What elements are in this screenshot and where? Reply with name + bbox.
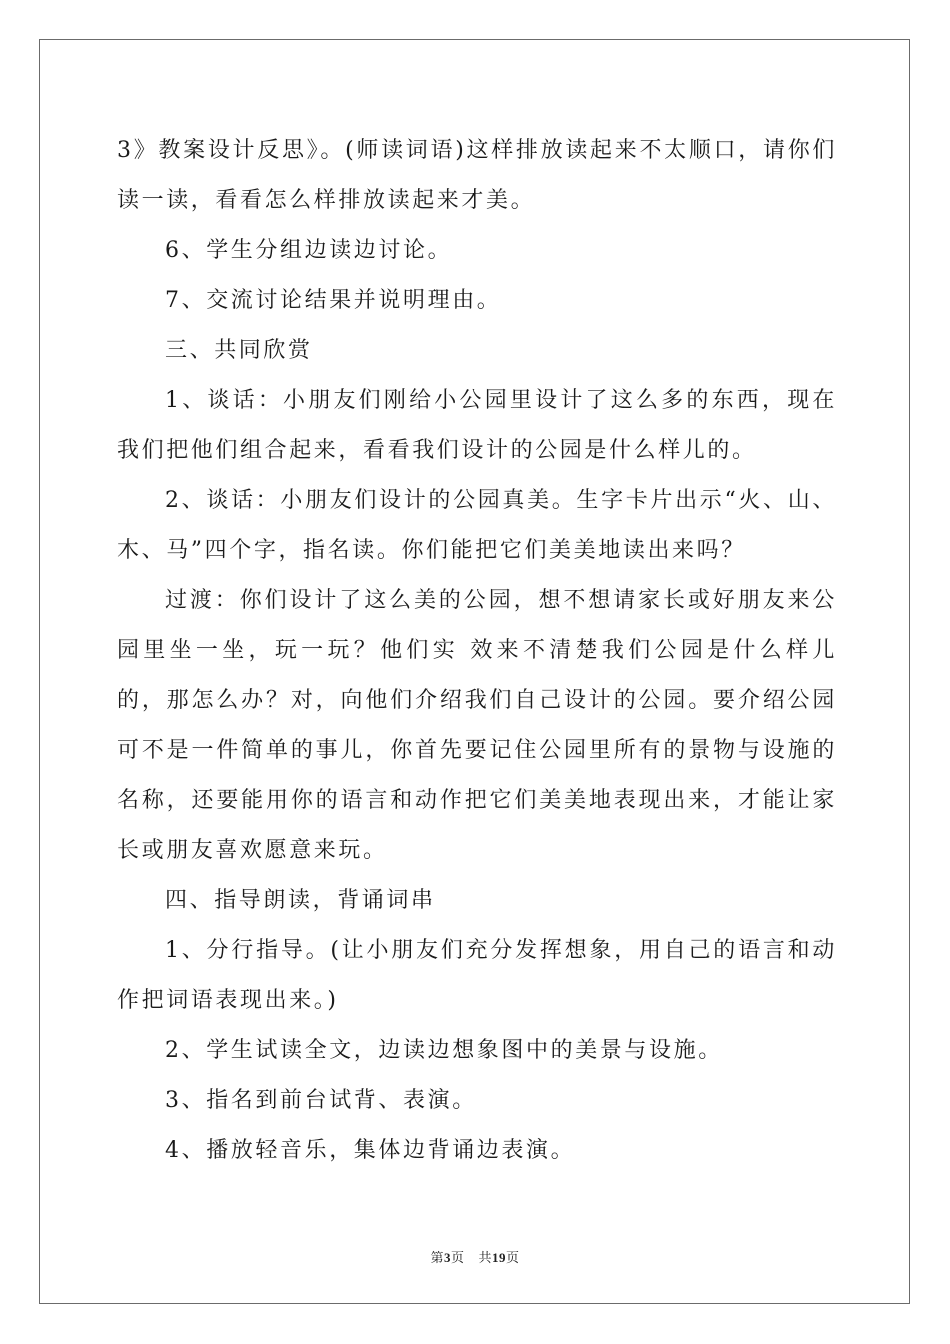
paragraph: 3》教案设计反思》。(师读词语)这样排放读起来不太顺口，请你们读一读，看看怎么样排放读起来才美。 — [117, 138, 837, 213]
page-prefix: 第 — [430, 1251, 444, 1266]
paragraph: 2、谈话：小朋友们设计的公园真美。生字卡片出示“火、山、木、马”四个字，指名读。你们能把它们美美地读出来吗？ — [117, 488, 837, 563]
total-prefix: 共 — [478, 1251, 493, 1266]
page-number: 3 — [443, 1250, 451, 1265]
paragraph: 6、学生分组边读边讨论。 — [165, 238, 453, 263]
paragraph: 1、分行指导。(让小朋友们充分发挥想象，用自己的语言和动作把词语表现出来。) — [117, 938, 837, 1013]
paragraph: 1、谈话：小朋友们刚给小公园里设计了这么多的东西，现在我们把他们组合起来，看看我们设计的公园是什么样儿的。 — [117, 388, 837, 463]
section-heading: 四、指导朗读，背诵词串 — [165, 888, 436, 913]
paragraph: 7、交流讨论结果并说明理由。 — [165, 288, 502, 313]
total-pages: 19 — [492, 1250, 507, 1265]
total-suffix: 页 — [506, 1251, 520, 1266]
page-suffix: 页 — [450, 1251, 465, 1266]
paragraph: 2、学生试读全文，边读边想象图中的美景与设施。 — [165, 1038, 723, 1063]
document-body — [117, 126, 837, 1176]
paragraph: 3、指名到前台试背、表演。 — [165, 1088, 477, 1113]
paragraph: 过渡：你们设计了这么美的公园，想不想请家长或好朋友来公园里坐一坐，玩一玩？他们实 效来不清楚我们公园是什么样儿的，那怎么办？对，向他们介绍我们自己设计的公园。要介绍公园可不是一件简单的事儿，你首先要记住公园里所有的景物与设施的名称，还要能用你的语言和动作把它们美美地表现出来，才能让家长或朋友喜欢愿意来玩。 — [117, 588, 837, 863]
section-heading: 三、共同欣赏 — [165, 338, 313, 363]
paragraph: 4、播放轻音乐，集体边背诵边表演。 — [165, 1138, 576, 1163]
page-footer — [0, 1247, 950, 1266]
